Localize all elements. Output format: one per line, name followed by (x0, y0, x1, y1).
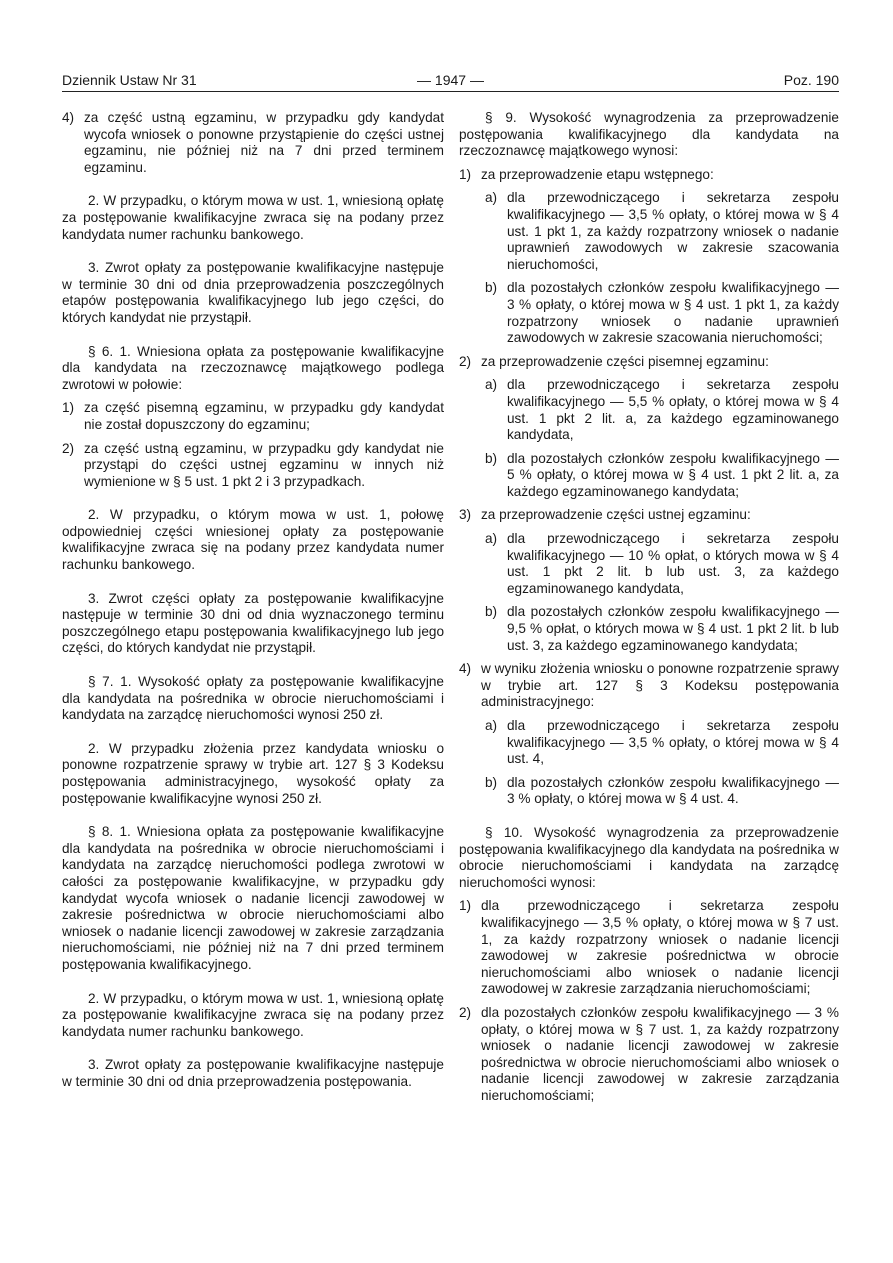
sub-item-letter: b) (485, 604, 498, 620)
journal-title: Dziennik Ustaw Nr 31 (62, 72, 197, 88)
item-text: dla przewodniczącego i sekretarza zespołu kwalifikacyjnego — 3,5 % opłaty, o której mowa w § 7 ust. 1, za każdy rozpatrzony wniosek o nadanie licencji zawodowej w zakresie pośrednictwa w obrocie nieruchomościami albo wniosek o nadanie licencji zawodowej w zakresie zarządzania nieruchomościami; (481, 898, 839, 997)
list-item (459, 507, 839, 524)
sub-item (459, 377, 839, 443)
item-number: 2) (62, 440, 75, 456)
paragraph: 2. W przypadku, o którym mowa w ust. 1, połowę odpowiedniej części wniesionej opłaty za postępowanie kwalifikacyjne zwraca się na podany przez kandydata numer rachunku bankowego. (62, 507, 444, 573)
item-number: 2) (459, 353, 472, 369)
item-text: za część ustną egzaminu, w przypadku gdy kandydat wycofa wniosek o ponowne przystąpienie do części ustnej egzaminu, nie później niż na 7 dni przed terminem egzaminu. (84, 110, 444, 175)
sub-item-letter: a) (485, 531, 498, 547)
section-6-paragraph: § 6. 1. Wniesiona opłata za postępowanie kwalifikacyjne dla kandydata na rzeczoznawcę majątkowego podlega zwrotowi w połowie: (62, 343, 444, 392)
sub-item-letter: b) (485, 774, 498, 790)
sub-item-text: dla pozostałych członków zespołu kwalifikacyjnego — 3 % opłaty, o której mowa w § 4 ust. 4. (507, 774, 839, 807)
sub-item-text: dla pozostałych członków zespołu kwalifikacyjnego — 9,5 % opłat, o których mowa w § 4 ust. 1 pkt 2 lit. b lub ust. 3, za każdego egzaminowanego kandydata; (507, 604, 839, 653)
sub-item (459, 451, 839, 501)
sub-item-text: dla przewodniczącego i sekretarza zespołu kwalifikacyjnego — 5,5 % opłaty, o której mowa w § 4 ust. 1 pkt 2 lit. a, za każdego egzaminowanego kandydata, (507, 377, 839, 443)
paragraph: 2. W przypadku, o którym mowa w ust. 1, wniesioną opłatę za postępowanie kwalifikacyjne zwraca się na podany przez kandydata numer rachunku bankowego. (62, 990, 444, 1039)
left-column (62, 110, 444, 1091)
item-text: dla pozostałych członków zespołu kwalifikacyjnego — 3 % opłaty, o której mowa w § 7 ust. 1, za każdy rozpatrzony wniosek o nadanie licencji zawodowej w zakresie pośrednictwa w obrocie nieruchomościami albo wniosek o nadanie licencji zawodowej w zakresie zarządzania nieruchomościami; (481, 1004, 839, 1103)
item-number: 2) (459, 1004, 472, 1020)
page-header (62, 72, 839, 92)
paragraph: 3. Zwrot części opłaty za postępowanie kwalifikacyjne następuje w terminie 30 dni od dnia wyznaczonego terminu poszczególnego etapu postępowania kwalifikacyjnego lub jego części, do których kandydat nie przystąpił. (62, 590, 444, 656)
sub-item (459, 531, 839, 597)
item-text: za część ustną egzaminu, w przypadku gdy kandydat nie przystąpi do części ustnej egzaminu w innych niż wymienione w § 5 ust. 1 pkt 2 i 3 przypadkach. (84, 440, 444, 489)
sub-item (459, 775, 839, 808)
section-7-paragraph: § 7. 1. Wysokość opłaty za postępowanie kwalifikacyjne dla kandydata na pośrednika w obrocie nieruchomościami i kandydata na zarządcę nieruchomości wynosi 250 zł. (62, 674, 444, 723)
position-number: Poz. 190 (783, 72, 839, 88)
list-item (459, 354, 839, 371)
sub-item (459, 190, 839, 273)
paragraph: 2. W przypadku złożenia przez kandydata wniosku o ponowne rozpatrzenie sprawy w trybie art. 127 § 3 Kodeksu postępowania administracyjnego, wysokość opłaty za postępowanie kwalifikacyjne wynosi 250 zł. (62, 740, 444, 806)
sub-item-letter: b) (485, 280, 498, 296)
paragraph: 3. Zwrot opłaty za postępowanie kwalifikacyjne następuje w terminie 30 dni od dnia przeprowadzenia postępowania. (62, 1057, 444, 1089)
item-number: 3) (459, 507, 472, 523)
list-item (459, 167, 839, 184)
item-text: za przeprowadzenie części ustnej egzaminu: (481, 507, 751, 523)
sub-item-text: dla przewodniczącego i sekretarza zespołu kwalifikacyjnego — 10 % opłat, o których mowa w § 4 ust. 1 pkt 2 lit. b lub ust. 3, za każdego egzaminowanego kandydata, (507, 531, 839, 596)
list-item (459, 661, 839, 711)
item-number: 1) (459, 898, 472, 914)
list-item (62, 110, 444, 176)
header-rule (62, 91, 839, 92)
list-item (459, 1005, 839, 1105)
paragraph: 3. Zwrot opłaty za postępowanie kwalifikacyjne następuje w terminie 30 dni od dnia przeprowadzenia poszczególnych etapów postępowania kwalifikacyjnego lub jego części, do których kandydat nie przystąpił. (62, 260, 444, 325)
page-number: — 1947 — (417, 72, 484, 88)
sub-item-text: dla przewodniczącego i sekretarza zespołu kwalifikacyjnego — 3,5 % opłaty, o której mowa w § 4 ust. 1 pkt 1, za każdy rozpatrzony wniosek o nadanie uprawnień zawodowych w zakresie szacowania nieruchomości, (507, 190, 839, 272)
sub-item (459, 280, 839, 346)
sub-item-text: dla pozostałych członków zespołu kwalifikacyjnego — 3 % opłaty, o której mowa w § 4 ust. 1 pkt 1, za każdy rozpatrzony wniosek o nadanie uprawnień zawodowych w zakresie szacowania nieruchomości; (507, 280, 839, 346)
item-number: 4) (62, 110, 75, 125)
list-item (62, 400, 444, 433)
sub-item-letter: b) (485, 450, 498, 466)
item-number: 4) (459, 661, 472, 677)
sub-item-text: dla przewodniczącego i sekretarza zespołu kwalifikacyjnego — 3,5 % opłaty, o której mowa w § 4 ust. 4, (507, 718, 839, 767)
list-item (62, 441, 444, 491)
sub-item (459, 718, 839, 768)
sub-item-letter: a) (485, 377, 498, 393)
item-text: za przeprowadzenie etapu wstępnego: (481, 166, 714, 182)
item-number: 1) (62, 400, 75, 416)
sub-item-letter: a) (485, 190, 498, 206)
section-10-paragraph: § 10. Wysokość wynagrodzenia za przeprowadzenie postępowania kwalifikacyjnego dla kandydata na pośrednika w obrocie nieruchomościami i kandydata na zarządcę nieruchomości wynosi: (459, 824, 839, 890)
paragraph: 2. W przypadku, o którym mowa w ust. 1, wniesioną opłatę za postępowanie kwalifikacyjne zwraca się na podany przez kandydata numer rachunku bankowego. (62, 193, 444, 242)
item-text: za przeprowadzenie części pisemnej egzaminu: (481, 353, 769, 369)
sub-item-letter: a) (485, 718, 498, 733)
right-column (459, 110, 839, 1104)
section-8-paragraph: § 8. 1. Wniesiona opłata za postępowanie kwalifikacyjne dla kandydata na pośrednika w obrocie nieruchomościami i kandydata na zarządcę nieruchomości podlega zwrotowi w całości za postępowanie kwalifikacyjne, w przypadku gdy kandydat wycofa wniosek o nadanie licencji zawodowej w zakresie pośrednictwa w obrocie nieruchomościami albo wniosek o nadanie licencji zawodowej w zakresie zarządzania nieruchomościami, nie później niż na 7 dni przed terminem postępowania kwalifikacyjnego. (62, 824, 444, 972)
section-9-paragraph: § 9. Wysokość wynagrodzenia za przeprowadzenie postępowania kwalifikacyjnego dla kandydata na rzeczoznawcę majątkowego wynosi: (459, 110, 839, 159)
list-item (459, 898, 839, 998)
item-text: w wyniku złożenia wniosku o ponowne rozpatrzenie sprawy w trybie art. 127 § 3 Kodeksu postępowania administracyjnego: (481, 661, 839, 710)
item-number: 1) (459, 166, 472, 182)
sub-item (459, 604, 839, 654)
item-text: za część pisemną egzaminu, w przypadku gdy kandydat nie został dopuszczony do egzaminu; (84, 400, 444, 432)
sub-item-text: dla pozostałych członków zespołu kwalifikacyjnego — 5 % opłaty, o której mowa w § 4 ust. 1 pkt 2 lit. a, za każdego egzaminowanego kandydata; (507, 450, 839, 499)
